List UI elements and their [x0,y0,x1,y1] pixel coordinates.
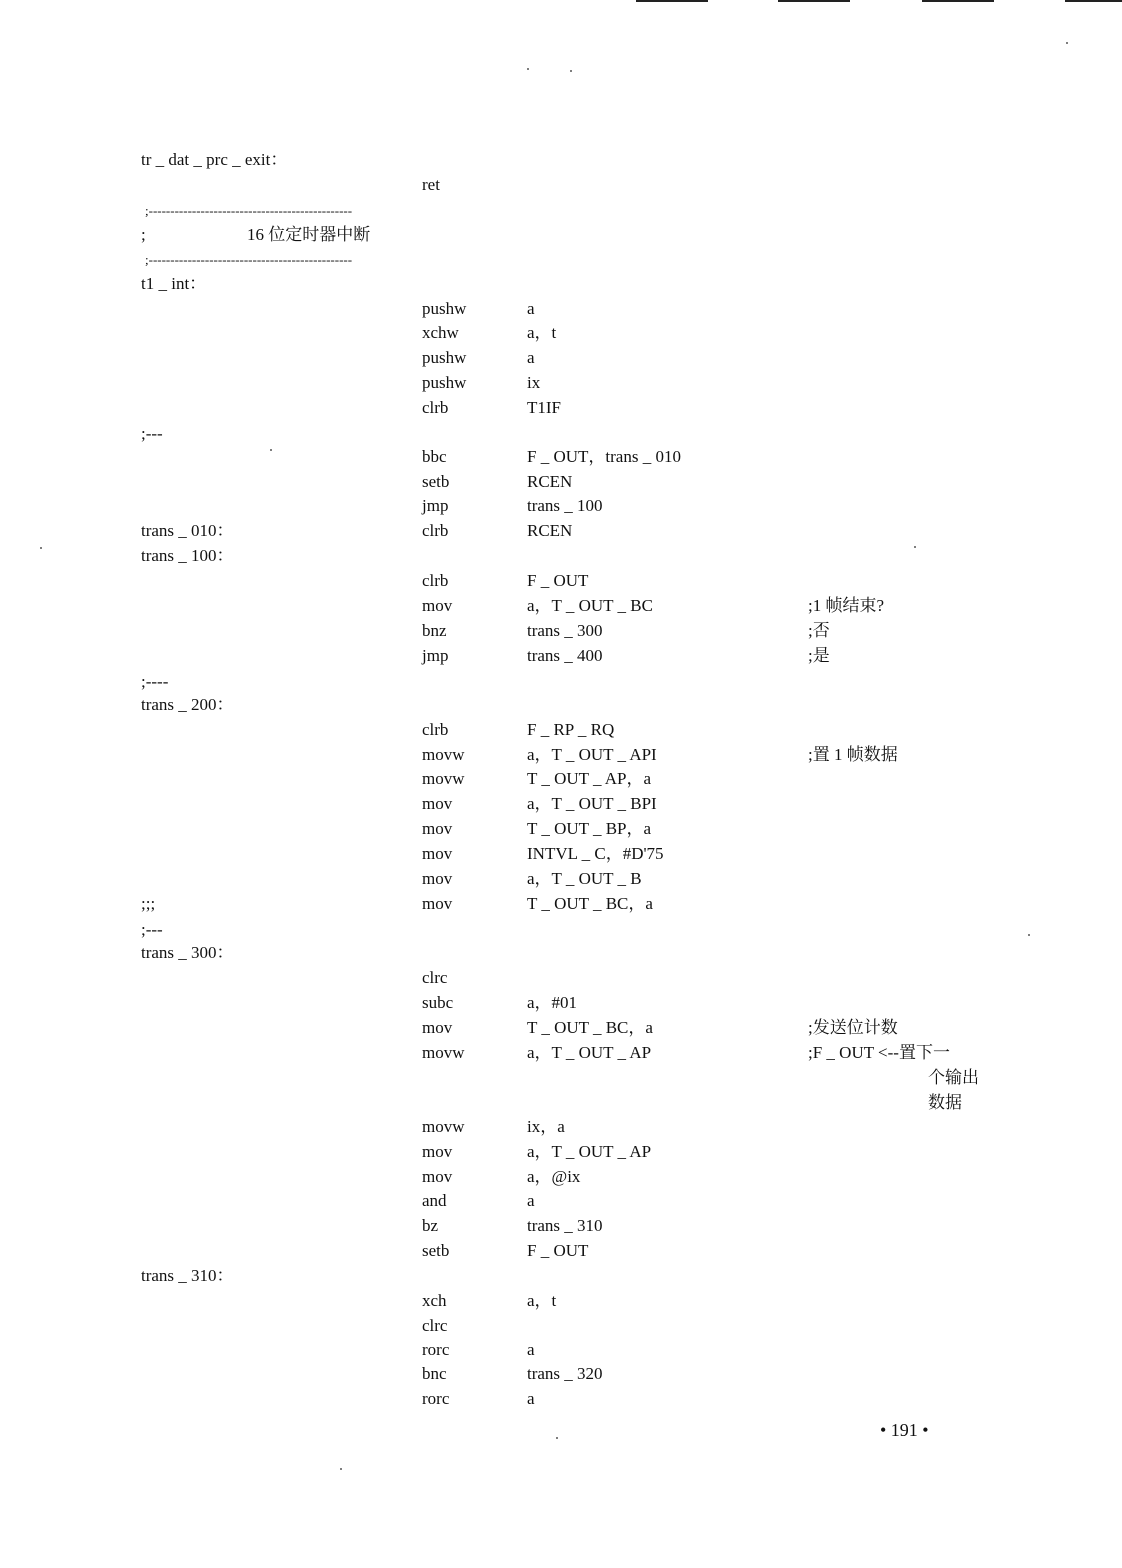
scan-speck [1028,934,1030,936]
top-rule [636,0,708,2]
instruction-operand: INTVL _ C，#D'75 [527,844,664,863]
code-label: trans _ 100： [141,546,234,565]
instruction-operand: a，T _ OUT _ API [527,745,657,764]
instruction-comment: ;是 [808,646,830,665]
code-label: trans _ 300： [141,943,234,962]
instruction-mnemonic: mov [422,1167,453,1186]
instruction-mnemonic: setb [422,472,450,491]
instruction-mnemonic: movw [422,1043,465,1062]
code-label: trans _ 010： [141,521,234,540]
code-label: ;--- [141,424,163,443]
instruction-operand: F _ RP _ RQ [527,720,615,739]
instruction-mnemonic: mov [422,1142,453,1161]
instruction-mnemonic: jmp [422,646,449,665]
instruction-comment: ;置 1 帧数据 [808,745,898,764]
instruction-mnemonic: bnc [422,1364,447,1383]
top-rule [778,0,850,2]
instruction-mnemonic: bbc [422,447,447,466]
instruction-mnemonic: movw [422,769,465,788]
section-title: 16 位定时器中断 [247,225,371,244]
scan-speck [340,1468,342,1470]
instruction-operand: a，T _ OUT _ BPI [527,794,657,813]
instruction-operand: T _ OUT _ BC，a [527,894,653,913]
instruction-operand: a [527,1340,535,1359]
instruction-mnemonic: and [422,1191,447,1210]
scan-speck [527,68,529,70]
code-label: ;--- [141,920,163,939]
instruction-mnemonic: bz [422,1216,439,1235]
instruction-mnemonic: xchw [422,323,459,342]
instruction-mnemonic: mov [422,596,453,615]
instruction-comment: ;F _ OUT <--置下一 [808,1043,950,1062]
instruction-mnemonic: clrb [422,521,449,540]
instruction-comment: ;发送位计数 [808,1018,898,1037]
instruction-mnemonic: mov [422,819,453,838]
instruction-operand: trans _ 320 [527,1364,603,1383]
instruction-mnemonic: movw [422,745,465,764]
instruction-operand: T _ OUT _ AP，a [527,769,652,788]
instruction-operand: a [527,299,535,318]
code-label: trans _ 200： [141,695,234,714]
instruction-operand: a [527,1191,535,1210]
comment-continuation: 数据 [928,1093,962,1112]
instruction-mnemonic: jmp [422,496,449,515]
instruction-mnemonic: xch [422,1291,447,1310]
top-rule [922,0,994,2]
instruction-operand: ix，a [527,1117,565,1136]
top-rule [1065,0,1122,2]
separator-line: ;----------------------------------------------- [145,203,353,218]
instruction-mnemonic: bnz [422,621,447,640]
instruction-mnemonic: clrc [422,968,448,987]
instruction-operand: a，@ix [527,1167,581,1186]
instruction-mnemonic: mov [422,1018,453,1037]
instruction-operand: a [527,1389,535,1408]
instruction-mnemonic: pushw [422,348,467,367]
instruction-operand: F _ OUT，trans _ 010 [527,447,681,466]
scan-speck [40,547,42,549]
instruction-mnemonic: clrb [422,720,449,739]
instruction-mnemonic: clrc [422,1316,448,1335]
instruction-mnemonic: setb [422,1241,450,1260]
instruction-mnemonic: movw [422,1117,465,1136]
instruction-operand: trans _ 100 [527,496,603,515]
scan-speck [556,1437,558,1439]
instruction-operand: F _ OUT [527,1241,589,1260]
code-label: ;---- [141,672,169,691]
instruction-operand: a [527,348,535,367]
instruction-mnemonic: rorc [422,1340,450,1359]
instruction-mnemonic: mov [422,894,453,913]
comment-continuation: 个输出 [928,1068,979,1087]
code-label: ;;; [141,894,156,913]
instruction-operand: a，T _ OUT _ BC [527,596,653,615]
instruction-operand: a，T _ OUT _ AP [527,1043,652,1062]
page-number: • 191 • [880,1420,929,1440]
instruction-operand: T1IF [527,398,561,417]
scan-speck [570,70,572,72]
instruction-comment: ;1 帧结束? [808,596,885,615]
instruction-operand: F _ OUT [527,571,589,590]
comment-marker: ; [141,225,146,244]
instruction-operand: T _ OUT _ BC，a [527,1018,653,1037]
instruction-mnemonic: subc [422,993,454,1012]
instruction-operand: RCEN [527,472,573,491]
instruction-mnemonic: clrb [422,571,449,590]
instruction-mnemonic: mov [422,794,453,813]
instruction-operand: trans _ 400 [527,646,603,665]
instruction-operand: a，t [527,1291,557,1310]
instruction-mnemonic: clrb [422,398,449,417]
instruction-operand: a，T _ OUT _ B [527,869,642,888]
instruction-operand: RCEN [527,521,573,540]
instruction-operand: trans _ 300 [527,621,603,640]
instruction-mnemonic: mov [422,844,453,863]
instruction-operand: T _ OUT _ BP，a [527,819,652,838]
code-label: tr _ dat _ prc _ exit： [141,150,288,169]
instruction-mnemonic: pushw [422,373,467,392]
instruction-operand: a，T _ OUT _ AP [527,1142,652,1161]
instruction-operand: ix [527,373,541,392]
instruction-operand: trans _ 310 [527,1216,603,1235]
instruction-mnemonic: ret [422,175,440,194]
scan-speck [1066,42,1068,44]
separator-line: ;----------------------------------------------- [145,252,353,267]
scan-speck [270,449,272,451]
code-label: trans _ 310： [141,1266,234,1285]
instruction-comment: ;否 [808,621,830,640]
code-label: t1 _ int： [141,274,207,293]
instruction-mnemonic: rorc [422,1389,450,1408]
instruction-mnemonic: mov [422,869,453,888]
instruction-operand: a，#01 [527,993,578,1012]
instruction-mnemonic: pushw [422,299,467,318]
instruction-operand: a，t [527,323,557,342]
scan-speck [914,546,916,548]
